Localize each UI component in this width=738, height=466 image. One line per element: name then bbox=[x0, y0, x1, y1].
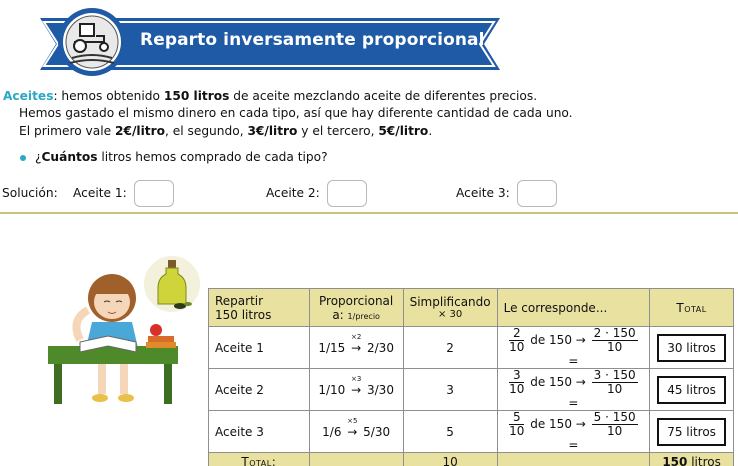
row-inverse: 1/15 ×2 → 2/30 bbox=[309, 327, 403, 369]
olive-oil-bottle-icon bbox=[144, 256, 200, 312]
row-label: Aceite 2 bbox=[209, 369, 310, 411]
student-desk-illustration bbox=[40, 250, 210, 415]
problem-keyword: Aceites bbox=[3, 89, 54, 103]
table-header-row bbox=[209, 289, 734, 327]
question-line: ¿Cuántos litros hemos comprado de cada tipo? bbox=[35, 150, 328, 164]
bullet-dot bbox=[20, 155, 26, 161]
row-inverse: 1/6 ×5 → 5/30 bbox=[309, 411, 403, 453]
row-simplified: 2 bbox=[403, 327, 497, 369]
answer-input-aceite-1[interactable] bbox=[134, 180, 174, 207]
row-share: $\frac{3}{10}$ de 150 → $\frac{3 \cdot 150}{10}$ = bbox=[497, 369, 650, 411]
row-total: 30 litros bbox=[650, 327, 734, 369]
row-label: Aceite 1 bbox=[209, 327, 310, 369]
table-row bbox=[209, 411, 734, 453]
row-share: $\frac{2}{10}$ de 150 → $\frac{2 \cdot 150}{10}$ = bbox=[497, 327, 650, 369]
answer-input-aceite-2[interactable] bbox=[327, 180, 367, 207]
row-simplified: 3 bbox=[403, 369, 497, 411]
problem-line-3: El primero vale 2€/litro, el segundo, 3€/litro y el tercero, 5€/litro. bbox=[19, 124, 433, 138]
footer-grand-total: 150 litros bbox=[650, 453, 734, 466]
header-repartir: Repartir 150 litros bbox=[209, 289, 310, 327]
table-row bbox=[209, 369, 734, 411]
footer-total-label: Total: bbox=[209, 453, 310, 466]
solution-label-aceite-2: Aceite 2: bbox=[266, 186, 320, 200]
row-share: $\frac{5}{10}$ de 150 → $\frac{5 \cdot 150}{10}$ = bbox=[497, 411, 650, 453]
solution-label-aceite-1: Aceite 1: bbox=[73, 186, 127, 200]
row-total: 75 litros bbox=[650, 411, 734, 453]
row-total: 45 litros bbox=[650, 369, 734, 411]
divider-line bbox=[0, 212, 738, 214]
header-total: Total bbox=[650, 289, 734, 327]
row-inverse: 1/10 ×3 → 3/30 bbox=[309, 369, 403, 411]
footer-sum: 10 bbox=[403, 453, 497, 466]
problem-line-2: Hemos gastado el mismo dinero en cada tipo, así que hay diferente cantidad de cada uno. bbox=[19, 106, 573, 120]
header-simplificando: Simplificando × 30 bbox=[403, 289, 497, 327]
solution-label: Solución: bbox=[2, 186, 58, 200]
answer-input-aceite-3[interactable] bbox=[517, 180, 557, 207]
row-label: Aceite 3 bbox=[209, 411, 310, 453]
solution-label-aceite-3: Aceite 3: bbox=[456, 186, 510, 200]
distribution-table bbox=[208, 288, 734, 466]
page-title: Reparto inversamente proporcional bbox=[140, 30, 485, 50]
header-le-corresponde: Le corresponde... bbox=[497, 289, 650, 327]
table-footer-row bbox=[209, 453, 734, 466]
problem-line-1: Aceites: hemos obtenido 150 litros de aceite mezclando aceite de diferentes precios. bbox=[3, 89, 538, 103]
header-proporcional: Proporcional a: 1/precio bbox=[309, 289, 403, 327]
row-simplified: 5 bbox=[403, 411, 497, 453]
table-row bbox=[209, 327, 734, 369]
